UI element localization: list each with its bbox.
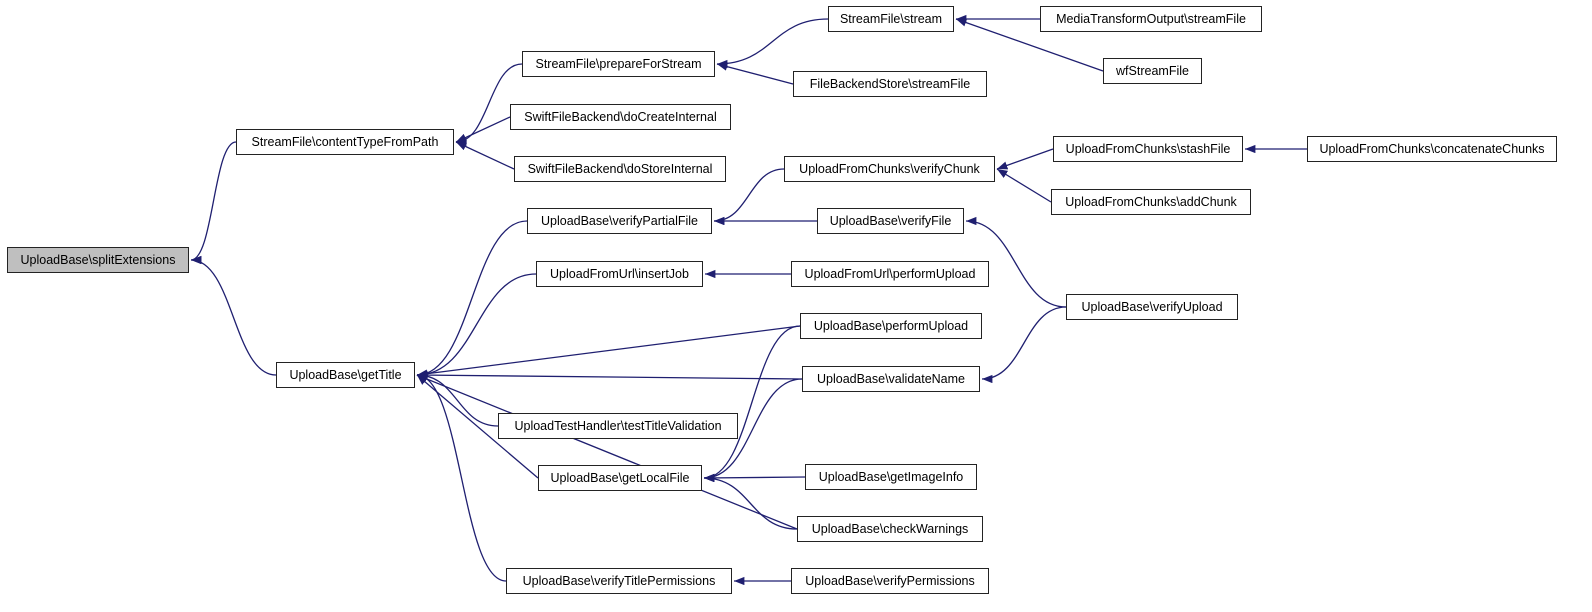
graph-node-doCreateInternal[interactable] [510, 104, 731, 130]
graph-node-label: UploadBase\verifyUpload [1081, 299, 1223, 314]
graph-edge [717, 19, 828, 64]
graph-edge [704, 478, 797, 529]
graph-node-label: UploadBase\verifyFile [829, 213, 952, 228]
graph-edge [997, 149, 1053, 169]
graph-edge [717, 64, 793, 84]
graph-node-label: StreamFile\stream [839, 11, 943, 26]
graph-node-label: UploadFromChunks\stashFile [1065, 141, 1231, 156]
graph-node-label: SwiftFileBackend\doStoreInternal [527, 161, 713, 176]
graph-node-performUploadUrl[interactable] [791, 261, 989, 287]
graph-edge [982, 307, 1066, 379]
graph-node-label: StreamFile\prepareForStream [535, 56, 702, 71]
graph-node-checkWarnings[interactable] [797, 516, 983, 542]
graph-node-verifyFile[interactable] [817, 208, 964, 234]
graph-node-label: MediaTransformOutput\streamFile [1056, 11, 1246, 26]
graph-edge [704, 477, 805, 478]
graph-edge [417, 375, 506, 581]
graph-node-label: UploadBase\checkWarnings [811, 521, 969, 536]
graph-edge [704, 326, 800, 478]
graph-node-insertJob[interactable] [536, 261, 703, 287]
graph-node-addChunk[interactable] [1051, 189, 1251, 215]
graph-edge [417, 375, 797, 529]
graph-edge [191, 142, 236, 260]
graph-edge [417, 326, 800, 375]
graph-edge [417, 221, 527, 375]
graph-node-label: UploadBase\getImageInfo [818, 469, 964, 484]
graph-node-label: UploadBase\splitExtensions [20, 252, 176, 267]
graph-node-label: UploadBase\performUpload [813, 318, 969, 333]
graph-node-concatenateChunks[interactable] [1307, 136, 1557, 162]
graph-node-label: UploadFromUrl\performUpload [804, 266, 976, 281]
graph-node-validateName[interactable] [802, 366, 980, 392]
graph-node-label: wfStreamFile [1116, 63, 1189, 78]
graph-node-label: UploadBase\verifyTitlePermissions [522, 573, 716, 588]
graph-node-getLocalFile[interactable] [538, 465, 702, 491]
graph-edge [456, 142, 514, 169]
graph-node-verifyChunk[interactable] [784, 156, 995, 182]
graph-edge [191, 260, 276, 375]
graph-node-label: UploadFromChunks\concatenateChunks [1319, 141, 1545, 156]
graph-edge [997, 169, 1051, 202]
graph-node-label: UploadBase\getTitle [289, 367, 402, 382]
graph-node-fileBackendStoreStreamFile[interactable] [793, 71, 987, 97]
graph-node-label: UploadFromChunks\addChunk [1065, 194, 1237, 209]
graph-node-doStoreInternal[interactable] [514, 156, 726, 182]
graph-node-label: SwiftFileBackend\doCreateInternal [524, 109, 717, 124]
graph-node-getImageInfo[interactable] [805, 464, 977, 490]
graph-node-label: UploadTestHandler\testTitleValidation [514, 418, 722, 433]
graph-node-prepareForStream[interactable] [522, 51, 715, 77]
graph-node-label: UploadFromChunks\verifyChunk [799, 161, 980, 176]
graph-node-contentTypeFromPath[interactable] [236, 129, 454, 155]
graph-node-label: UploadBase\validateName [816, 371, 965, 386]
graph-edge [417, 375, 802, 379]
graph-node-stashFile[interactable] [1053, 136, 1243, 162]
graph-node-verifyPartialFile[interactable] [527, 208, 712, 234]
graph-node-label: UploadBase\verifyPartialFile [540, 213, 698, 228]
graph-node-label: UploadBase\getLocalFile [550, 470, 690, 485]
graph-node-getTitle[interactable] [276, 362, 415, 388]
graph-node-verifyPermissions[interactable] [791, 568, 989, 594]
graph-edge [456, 64, 522, 142]
graph-node-label: UploadBase\verifyPermissions [805, 573, 975, 588]
graph-node-wfStreamFile[interactable] [1103, 58, 1202, 84]
graph-node-label: StreamFile\contentTypeFromPath [251, 134, 439, 149]
graph-node-performUpload[interactable] [800, 313, 982, 339]
graph-node-testTitleValidation[interactable] [498, 413, 738, 439]
graph-node-splitExtensions[interactable] [7, 247, 189, 273]
graph-node-stream[interactable] [828, 6, 954, 32]
graph-node-verifyUpload[interactable] [1066, 294, 1238, 320]
graph-node-verifyTitlePermissions[interactable] [506, 568, 732, 594]
graph-node-label: UploadFromUrl\insertJob [550, 266, 689, 281]
graph-node-streamFileMTO[interactable] [1040, 6, 1262, 32]
graph-edge [456, 117, 510, 142]
graph-edge [417, 375, 498, 426]
graph-node-label: FileBackendStore\streamFile [809, 76, 971, 91]
graph-edge [417, 274, 536, 375]
